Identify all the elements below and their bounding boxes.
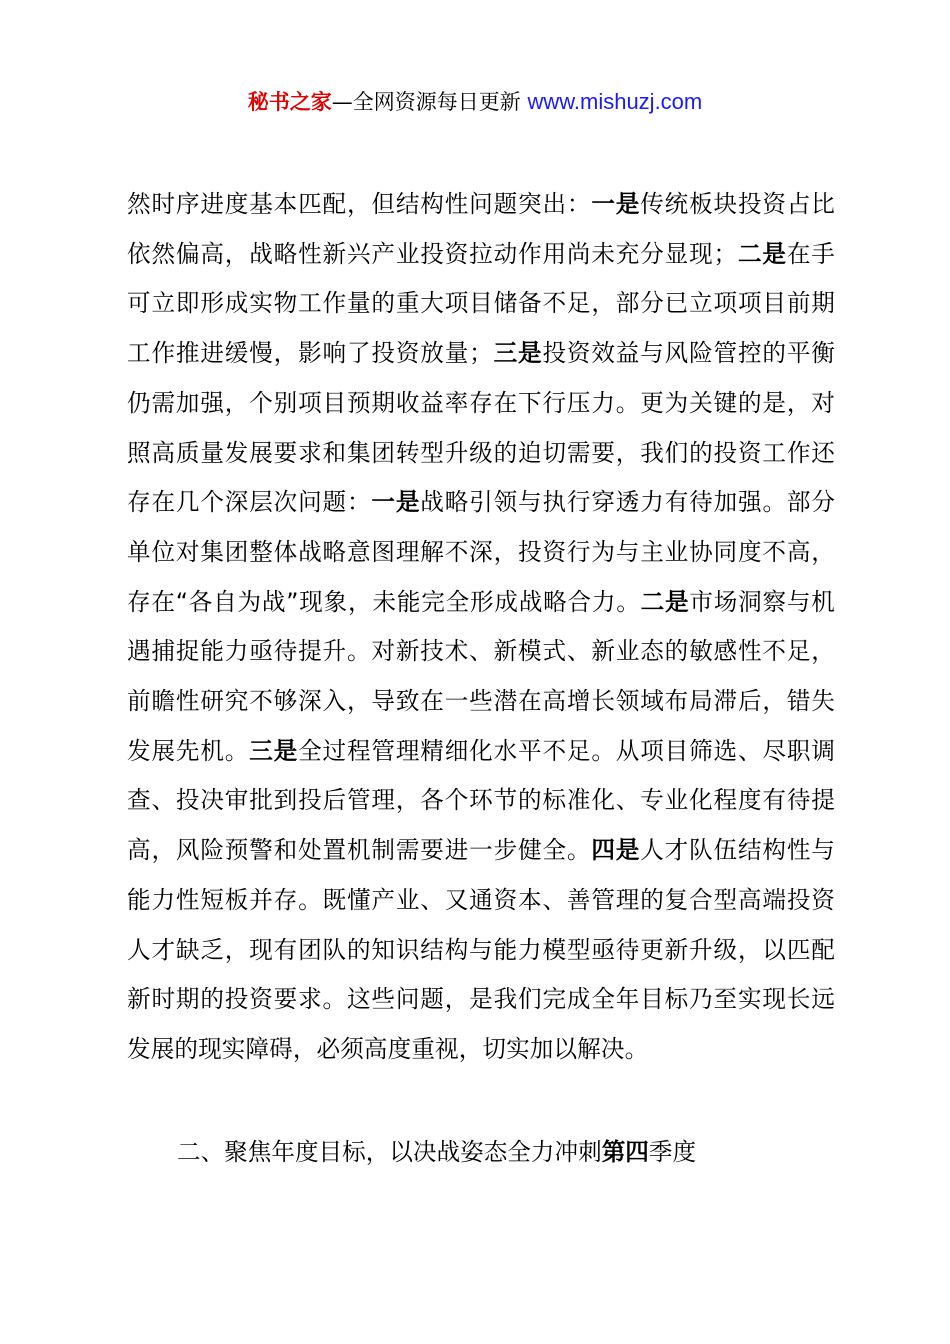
site-header	[0, 86, 950, 118]
body-text-segment: 市场洞察与机遇捕捉能力亟待提升。对新技术、新模式、新业态的敏感性不足，前瞻性研究不够深入，导致在一些潜在高增长领域布局滞后，错失发展先机。	[127, 587, 835, 765]
body-emphasis: 一是	[371, 488, 421, 517]
body-text-segment: 战略引领与执行穿透力有待加强。部分单位对集团整体战略意图理解不深，投资行为与主业协同度不高，存在“各自为战”现象，未能完全形成战略合力。	[127, 488, 836, 616]
body-text-segment: 全过程管理精细化水平不足。从项目筛选、尽职调查、投决审批到投后管理，各个环节的标准化、专业化程度有待提高，风险预警和处置机制需要进一步健全。	[127, 736, 836, 865]
site-url-link[interactable]: www.mishuzj.com	[527, 89, 703, 114]
header-tagline: 全网资源每日更新	[352, 90, 521, 114]
body-text-segment: 人才队伍结构性与能力性短板并存。既懂产业、又通资本、善管理的复合型高端投资人才缺乏，现有团队的知识结构与能力模型亟待更新升级，以匹配新时期的投资要求。这些问题，是我们完成全年目标乃至实现长远发展的现实障碍，必须高度重视，切实加以解决。	[127, 836, 835, 1063]
body-emphasis: 四是	[591, 836, 641, 865]
document-body	[127, 180, 835, 1075]
body-emphasis: 三是	[492, 339, 543, 368]
body-text-segment: 然时序进度基本匹配，但结构性问题突出：	[127, 190, 592, 218]
section-heading-tail: 季度	[648, 1138, 697, 1166]
body-emphasis: 三是	[249, 736, 299, 765]
brand-name: 秘书之家	[247, 90, 332, 114]
body-text-segment: 投资效益与风险管控的平衡仍需加强，个别项目预期收益率存在下行压力。更为关键的是，对照高质量发展要求和集团转型升级的迫切需要，我们的投资工作还存在几个深层次问题：	[127, 339, 835, 517]
body-emphasis: 一是	[591, 190, 641, 218]
section-heading-text: 二、聚焦年度目标，以决战姿态全力冲刺	[177, 1138, 602, 1166]
body-text-segment: 在手可立即形成实物工作量的重大项目储备不足，部分已立项项目前期工作推进缓慢，影响了投资放量；	[127, 239, 835, 368]
body-paragraph	[127, 180, 835, 1075]
body-emphasis: 二是	[640, 587, 690, 616]
body-text-segment: 传统板块投资占比依然偏高，战略性新兴产业投资拉动作用尚未充分显现；	[127, 190, 835, 268]
body-emphasis: 二是	[737, 239, 787, 268]
section-heading	[177, 1128, 696, 1178]
header-separator: —	[331, 90, 353, 114]
section-heading-emphasis: 第四	[601, 1138, 649, 1166]
